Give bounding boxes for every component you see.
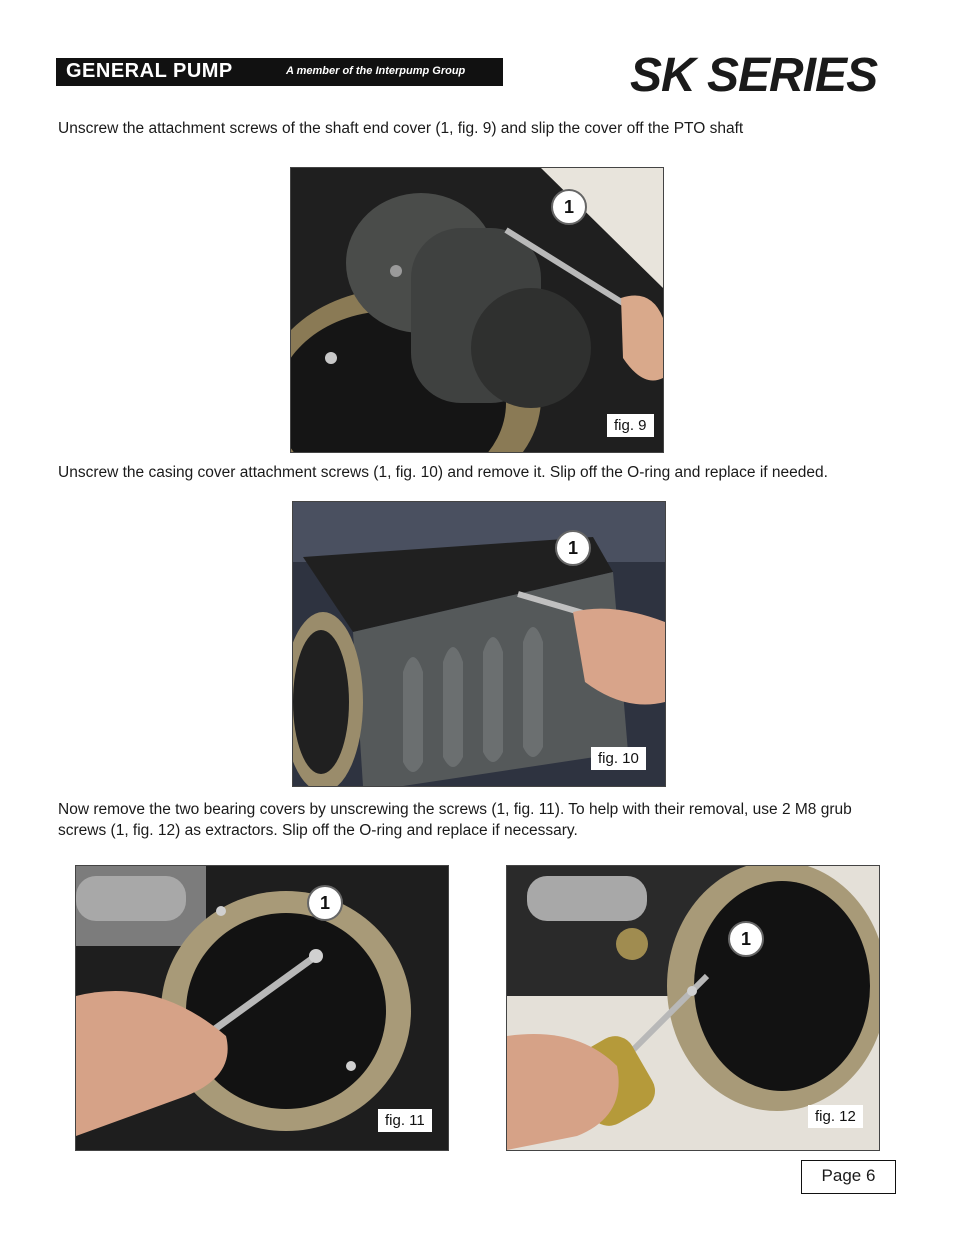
page-number: Page 6 — [801, 1160, 896, 1194]
bearing-cover-illustration — [76, 866, 448, 1150]
casing-cover-illustration — [293, 502, 665, 786]
figure-label: fig. 10 — [591, 747, 646, 770]
shaft-end-cover-illustration — [291, 168, 663, 452]
callout-1: 1 — [728, 921, 764, 957]
instruction-2: Unscrew the casing cover attachment screws (1, fig. 10) and remove it. Slip off the O-ring and replace if needed. — [58, 464, 828, 481]
callout-1: 1 — [551, 189, 587, 225]
figure-label: fig. 9 — [607, 414, 654, 437]
instruction-3: Now remove the two bearing covers by unscrewing the screws (1, fig. 11). To help with their removal, use 2 M8 grub screws (1, fig. 12) as extractors. Slip off the O-ring and replace if necessary. — [58, 801, 852, 839]
figure-10-photo — [292, 501, 666, 787]
figure-12-photo — [506, 865, 880, 1151]
figure-9-photo — [290, 167, 664, 453]
brand-logo-bar — [56, 58, 503, 86]
figure-11-photo — [75, 865, 449, 1151]
brand-name: GENERAL PUMP — [66, 60, 233, 82]
figure-label: fig. 11 — [378, 1109, 432, 1132]
callout-1: 1 — [555, 530, 591, 566]
callout-1: 1 — [307, 885, 343, 921]
figure-label: fig. 12 — [808, 1105, 863, 1128]
instruction-1: Unscrew the attachment screws of the shaft end cover (1, fig. 9) and slip the cover off the PTO shaft — [58, 120, 744, 137]
series-title: SK SERIES — [630, 49, 878, 102]
brand-tagline: A member of the Interpump Group — [286, 65, 466, 77]
